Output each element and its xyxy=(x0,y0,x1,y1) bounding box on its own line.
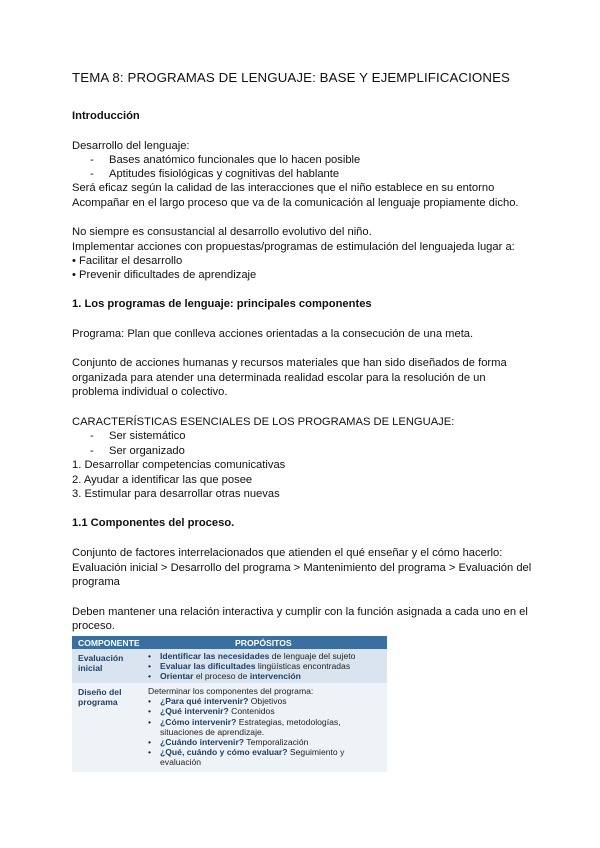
row-cell xyxy=(148,686,344,768)
section1-numbered-item: 2. Ayudar a identificar las que posee xyxy=(72,474,253,486)
intro-bullet: • Prevenir dificultades de aprendizaje xyxy=(72,269,257,281)
table-row xyxy=(72,649,387,683)
section1-paragraph: Conjunto de acciones humanas y recursos materiales que han sido diseñados de forma xyxy=(72,357,507,369)
section1-paragraph: organizada para atender una determinada realidad escolar para la resolución de un xyxy=(72,372,486,384)
list-item: • Evaluar las dificultades lingüísticas encontradas xyxy=(148,661,351,672)
section11-paragraph: Deben mantener una relación interactiva y cumplir con la función asignada a cada uno en el xyxy=(72,606,528,618)
row-label xyxy=(78,687,121,707)
intro-paragraph: No siempre es consustancial al desarrollo evolutivo del niño. xyxy=(72,226,372,238)
intro-paragraph: Será eficaz según la calidad de las interacciones que el niño establece en su entorno xyxy=(72,182,495,194)
components-table xyxy=(72,636,387,772)
row-label-line: programa xyxy=(78,697,118,707)
intro-dash-item: Aptitudes fisiológicas y cognitivas del hablante xyxy=(109,168,340,180)
section11-paragraph: Evaluación inicial > Desarrollo del programa > Mantenimiento del programa > Evaluación del xyxy=(72,562,532,574)
intro-desarrollo: Desarrollo del lenguaje: xyxy=(72,140,190,152)
section1-dash-item: Ser sistemático xyxy=(109,430,186,442)
dash-bullet: - xyxy=(90,430,94,442)
section1-numbered-item: 1. Desarrollar competencias comunicativas xyxy=(72,459,286,471)
intro-paragraph: Implementar acciones con propuestas/programas de estimulación del lenguajeda lugar a: xyxy=(72,241,515,253)
dash-bullet: - xyxy=(90,168,94,180)
section11-heading: 1.1 Componentes del proceso. xyxy=(72,517,235,529)
section1-heading: 1. Los programas de lenguaje: principales componentes xyxy=(72,298,372,310)
intro-paragraph: Acompañar en el largo proceso que va de la comunicación al lenguaje propiamente dicho. xyxy=(72,197,519,209)
list-item: • Identificar las necesidades de lenguaje del sujeto xyxy=(148,651,356,661)
section1-caracteristicas: CARACTERÍSTICAS ESENCIALES DE LOS PROGRAMAS DE LENGUAJE: xyxy=(72,416,455,428)
list-item: • ¿Cuándo intervenir? Temporalización xyxy=(148,737,309,748)
row-label-line: Evaluación xyxy=(78,653,124,663)
section1-paragraph: Programa: Plan que conlleva acciones orientadas a la consecución de una meta. xyxy=(72,328,474,340)
list-item: • Orientar el proceso de intervención xyxy=(148,671,301,682)
section1-numbered-item: 3. Estimular para desarrollar otras nuevas xyxy=(72,488,280,500)
section1-dash-item: Ser organizado xyxy=(109,445,185,457)
table-header-componente: COMPONENTE xyxy=(78,638,140,648)
list-item: • ¿Qué, cuándo y cómo evaluar? Seguimiento y xyxy=(148,747,345,758)
row-label-line: Diseño del xyxy=(78,687,122,697)
cell-intro: Determinar los componentes del programa: xyxy=(148,686,314,696)
table-row xyxy=(72,683,387,772)
dash-bullet: - xyxy=(90,445,94,457)
row-label xyxy=(78,653,123,673)
list-item: • ¿Para qué intervenir? Objetivos xyxy=(148,696,287,707)
section11-paragraph: proceso. xyxy=(72,620,115,632)
row-label-line: inicial xyxy=(78,663,103,673)
list-item: • ¿Qué intervenir? Contenidos xyxy=(148,706,275,717)
intro-dash-item: Bases anatómico funcionales que lo hacen posible xyxy=(109,154,361,166)
dash-bullet: - xyxy=(90,154,94,166)
intro-bullet: • Facilitar el desarrollo xyxy=(72,255,183,267)
section11-paragraph: programa xyxy=(72,576,120,588)
list-item-continuation: evaluación xyxy=(160,757,202,768)
list-item-continuation: situaciones de aprendizaje. xyxy=(160,726,265,737)
table-header xyxy=(72,636,387,649)
page-title: TEMA 8: PROGRAMAS DE LENGUAJE: BASE Y EJEMPLIFICACIONES xyxy=(72,70,511,85)
row-cell xyxy=(148,651,355,682)
section11-paragraph: Conjunto de factores interrelacionados que atienden el qué enseñar y el cómo hacerlo: xyxy=(72,547,503,559)
section1-paragraph: problema individual o colectivo. xyxy=(72,386,228,398)
table-header-propositos: PROPÓSITOS xyxy=(235,638,292,648)
intro-heading: Introducción xyxy=(72,110,140,122)
list-item: • ¿Cómo intervenir? Estrategias, metodologías, xyxy=(148,716,341,727)
